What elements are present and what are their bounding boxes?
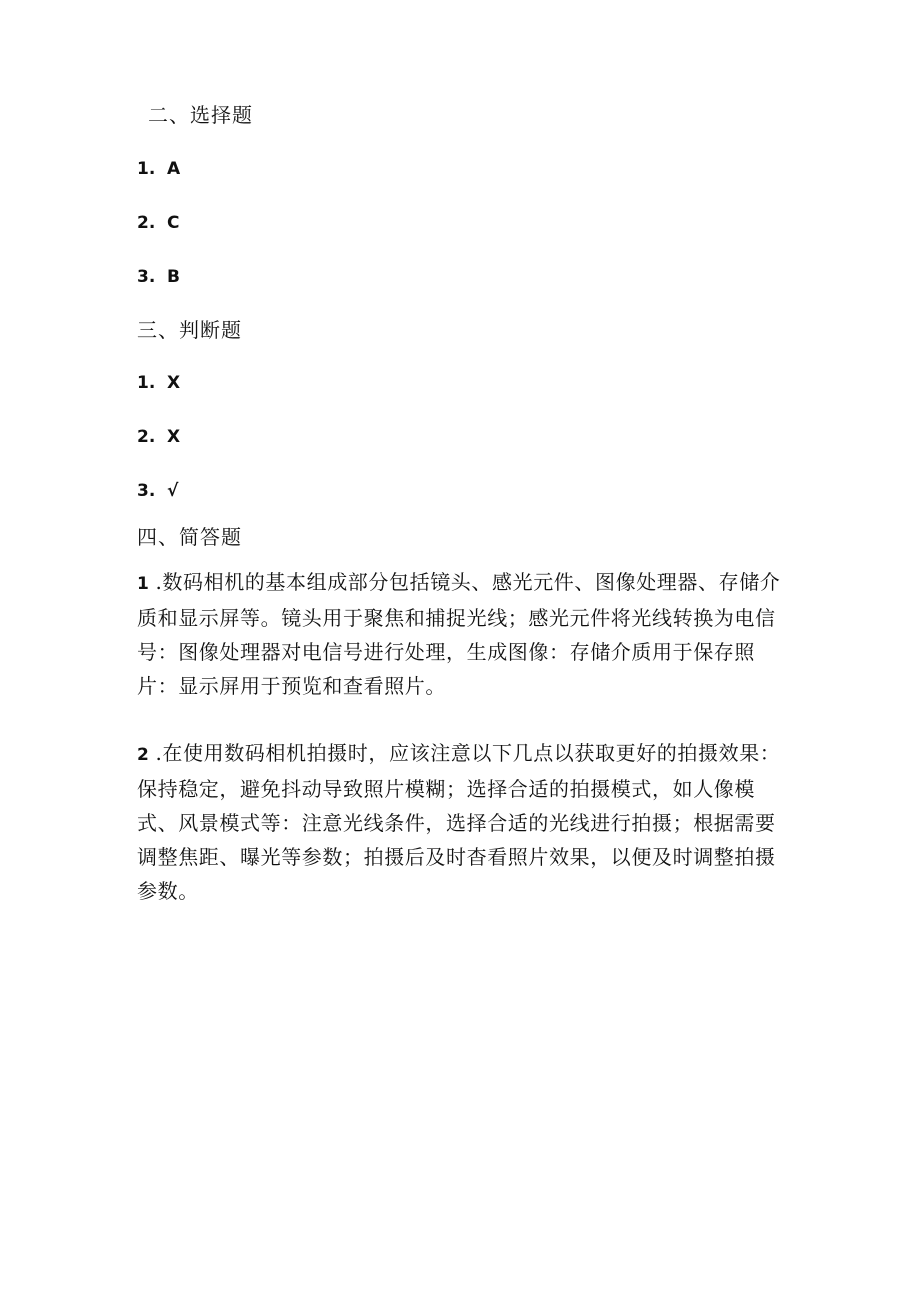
section-title-judge: 三、判断题 xyxy=(137,318,242,342)
short-answer-number: 1 xyxy=(137,574,150,594)
answer-value: X xyxy=(167,373,181,393)
short-answer-2 xyxy=(137,736,787,908)
answer-value: √ xyxy=(167,481,179,501)
answer-value: C xyxy=(167,213,180,233)
answer-number: 2. xyxy=(137,427,156,447)
answer-number: 1. xyxy=(137,373,156,393)
section-title-short: 四、简答题 xyxy=(137,525,242,549)
answer-value: A xyxy=(167,159,181,179)
choice-answer-3 xyxy=(137,265,180,289)
judge-answer-1 xyxy=(137,371,180,395)
answer-value: X xyxy=(167,427,181,447)
answer-number: 3. xyxy=(137,481,156,501)
answer-number: 3. xyxy=(137,267,156,287)
short-answer-number: 2 xyxy=(137,745,150,765)
judge-answer-3 xyxy=(137,479,178,503)
answer-number: 1. xyxy=(137,159,156,179)
short-answer-text: .数码相机的基本组成部分包括镜头、感光元件、图像处理器、存储介质和显示屏等。镜头用于聚焦和捕捉光线；感光元件将光线转换为电信号：图像处理器对电信号进行处理，生成图像：存储介质用于保存照片：显示屏用于预览和查看照片。 xyxy=(137,570,781,698)
judge-answer-2 xyxy=(137,425,180,449)
choice-answer-2 xyxy=(137,211,179,235)
short-answer-text: .在使用数码相机拍摄时，应该注意以下几点以获取更好的拍摄效果：保持稳定，避免抖动导致照片模糊；选择合适的拍摄模式，如人像模式、风景模式等：注意光线条件，选择合适的光线进行拍摄；根据需要调整焦距、曝光等参数；拍摄后及时杳看照片效果，以便及时调整拍摄参数。 xyxy=(137,741,781,903)
choice-answer-1 xyxy=(137,157,180,181)
section-title-choice: 二、选择题 xyxy=(148,103,253,127)
answer-value: B xyxy=(167,267,180,287)
short-answer-1 xyxy=(137,565,787,703)
answer-number: 2. xyxy=(137,213,156,233)
